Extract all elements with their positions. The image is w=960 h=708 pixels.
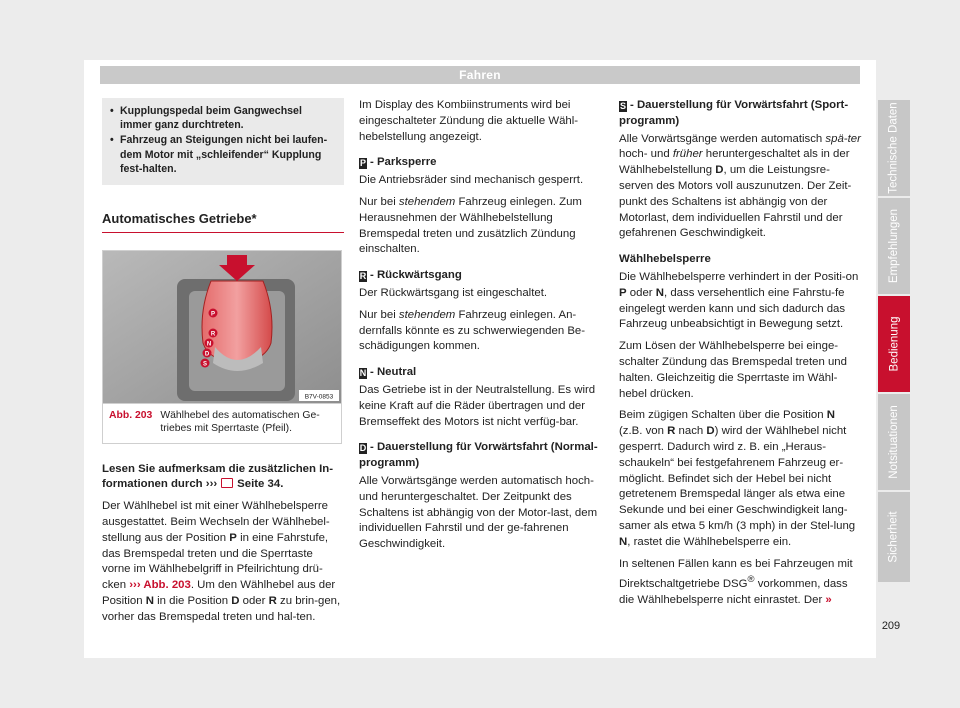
column-3 [619, 98, 861, 615]
section-title: Automatisches Getriebe* [102, 211, 344, 233]
callout-item: • Fahrzeug an Steigungen nicht bei laufen-dem Motor mit „schleifender“ Kupplung fest-halten. [110, 134, 328, 175]
page-number: 209 [881, 620, 901, 632]
gear-r-icon: R [359, 271, 367, 282]
reverse-text: Der Rückwärtsgang ist eingeschaltet. [359, 286, 548, 299]
figure-caption-label: Abb. 203 [109, 409, 153, 421]
page-ref-link[interactable]: Seite 34. [237, 478, 284, 491]
heading-reverse: R - Rückwärtsgang [359, 269, 462, 282]
lock-paragraph-1: Die Wählhebelsperre verhindert in der Positi-on P oder N, dass versehentlich eine Fahrstu-fe eingelegt werden kann und sich dadurch das Fahrzeug unbeabsichtigt in Bewegung setzt. [619, 270, 859, 331]
sport-text: Alle Vorwärtsgänge werden automatisch spä-ter hoch- und früher heruntergeschaltet als in der Wählhebelstellung D, um die Leistungsre-serven des Motors voll auszunutzen. Der Zeit-punkt des Schaltens ist abhängig von der Motorlast, dem individuellen Fahrstil und der gefahrenen Geschwindigkeit. [619, 132, 861, 240]
figure-caption-text: Wählhebel des automatischen Ge-triebes mit Sperrtaste (Pfeil). [160, 409, 320, 435]
neutral-text: Das Getriebe ist in der Neutralstellung. Es wird keine Kraft auf die Räder übertragen und der Bremseffekt des Motors ist nicht verfüg-bar. [359, 383, 596, 428]
drive-text: Alle Vorwärtsgänge werden automatisch hoch- und heruntergeschaltet. Der Zeitpunkt des Schaltens ist abhängig von der Motor-last, dem individuellen Fahrstil und der ge-fahrenen Geschwindigkeit. [359, 474, 598, 551]
lock-paragraph-2: Zum Lösen der Wählhebelsperre bei einge-schalter Zündung das Bremspedal treten und halten. Gleichzeitig die Sperrtaste im Wähl-hebel drücken. [619, 340, 847, 400]
heading-selector-lock: Wählhebelsperre [619, 253, 711, 266]
tab-sicherheit[interactable]: Sicherheit [878, 492, 910, 582]
book-icon [221, 478, 233, 488]
tab-technische-daten[interactable]: Technische Daten [878, 100, 910, 196]
position-label-r: R [210, 331, 216, 338]
paragraph-selector-lock: Der Wählhebel ist mit einer Wählhebelsperre ausgestattet. Beim Wechseln der Wählhebel-stellung aus der Position P in eine Fahrstufe, das Bremspedal treten und die Sperrtaste vorne im Wählhebelgriff in Pfeilrichtung drü-cken ››› Abb. 203. Um den Wählhebel aus der Position N in die Position D oder R zu brin-gen, vorher das Bremspedal treten und hal-ten. [102, 500, 341, 623]
callout-item: • Kupplungspedal beim Gangwechsel immer ganz durchtreten. [110, 105, 302, 132]
column-2 [359, 98, 601, 559]
column-1 [102, 98, 344, 632]
position-label-n: N [206, 341, 212, 348]
figure-gear-selector [102, 250, 342, 444]
callout-box [102, 98, 344, 185]
intro-paragraph: Im Display des Kombiinstruments wird bei eingeschalteter Zündung die aktuelle Wähl-hebelstellung angezeigt. [359, 99, 579, 143]
gear-selector-image [103, 251, 341, 403]
gear-n-icon: N [359, 368, 367, 379]
heading-park: P - Parksperre [359, 156, 437, 169]
gear-s-icon: S [619, 101, 626, 111]
lock-paragraph-3: Beim zügigen Schalten über die Position N (z.B. von R nach D) wird der Wählhebel nicht gesperrt. Dadurch wird z. B. ein „Heraus-schaukeln“ bei festgefahrenem Fahrzeug er-möglicht. Befindet sich der Hebel bei nicht getretenem Bremspedal länger als etwa eine Sekunde und bei einer Geschwindigkeit lang-samer als etwa 5 km/h (3 mph) in der Stel-lung N, rastet die Wählhebelsperre ein. [619, 409, 856, 548]
page-header-title: Fahren [100, 66, 860, 84]
gear-d-icon: D [359, 443, 367, 454]
lead-paragraph: Lesen Sie aufmerksam die zusätzlichen In-formationen durch ››› Seite 34. [102, 462, 334, 491]
position-label-p: P [210, 311, 216, 318]
park-text-2: Nur bei stehendem Fahrzeug einlegen. Zum Herausnehmen der Wählhebelstellung Bremspedal treten und zusätzlich Zündung einschalten. [359, 195, 582, 256]
tab-notsituationen[interactable]: Notsituationen [878, 394, 910, 490]
tab-bedienung[interactable]: Bedienung [878, 296, 910, 392]
park-text: Die Antriebsräder sind mechanisch gesperrt. [359, 174, 584, 187]
heading-drive: D - Dauerstellung für Vorwärtsfahrt (Normal-programm) [359, 441, 598, 470]
continue-arrow-icon[interactable]: » [825, 593, 832, 606]
figure-ref-link[interactable]: ››› Abb. 203 [129, 579, 191, 592]
tab-empfehlungen[interactable]: Empfehlungen [878, 198, 910, 294]
heading-neutral: N - Neutral [359, 366, 417, 379]
gear-p-icon: P [359, 158, 366, 169]
position-label-s: S [202, 361, 208, 368]
lock-paragraph-4: In seltenen Fällen kann es bei Fahrzeugen mit Direktschaltgetriebe DSG® vorkommen, dass die Wählhebelsperre nicht einrastet. Der » [619, 557, 853, 606]
figure-caption [103, 403, 341, 443]
reverse-text-2: Nur bei stehendem Fahrzeug einlegen. An-dernfalls könnte es zu schwerwiegenden Be-schädigungen kommen. [359, 308, 586, 353]
figure-code: B7V-0853 [304, 393, 334, 401]
heading-sport: S - Dauerstellung für Vorwärtsfahrt (Sport-programm) [619, 99, 849, 127]
position-label-d: D [204, 351, 210, 358]
